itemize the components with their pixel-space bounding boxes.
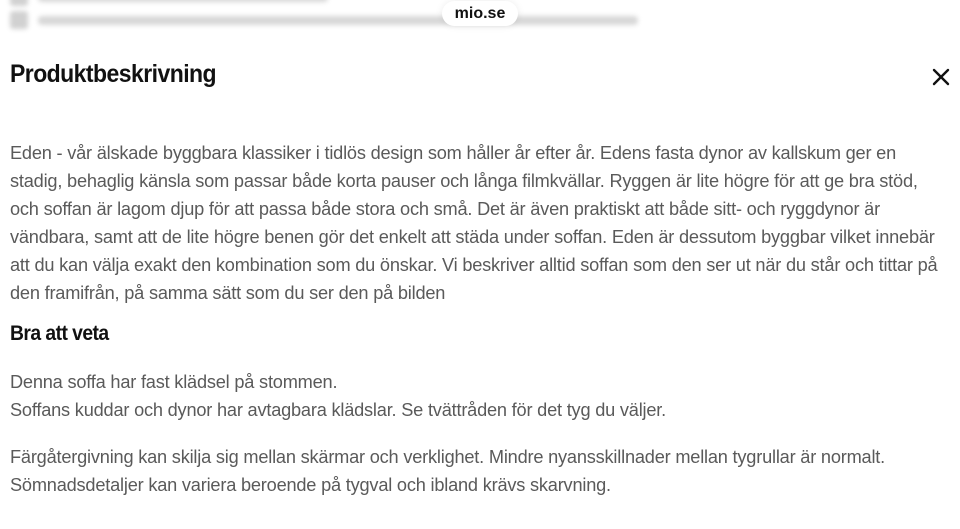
close-button[interactable] (926, 62, 956, 92)
upholstery-info (10, 368, 950, 424)
good-to-know-heading: Bra att veta (10, 322, 109, 345)
info-line: Färgåtergivning kan skilja sig mellan skärmar och verklighet. Mindre nyansskillnader mellan tygrullar är normalt. (10, 447, 886, 467)
background-content-line (10, 0, 328, 6)
info-line: Sömnadsdetaljer kan variera beroende på tygval och ibland krävs skarvning. (10, 475, 611, 496)
info-line: Denna soffa har fast klädsel på stommen. (10, 372, 338, 392)
modal-title: Produktbeskrivning (10, 60, 217, 88)
close-icon (926, 62, 956, 92)
address-bar-url[interactable]: mio.se (442, 1, 518, 26)
product-description-text: Eden - vår älskade byggbara klassiker i tidlös design som håller år efter år. Edens fasta dynor av kallskum ger en stadig, behaglig känsla som passar både korta pauser och långa filmkvällar. Ryggen är lite högre för att ge bra stöd, och soffan är lagom djup för att passa både stora och små. Det är även praktiskt att både sitt- och ryggdynor är vändbara, samt att de lite högre benen gör det enkelt att städa under soffan. Eden är dessutom byggbar vilket innebär att du kan välja exakt den kombination som du önskar. Vi beskriver alltid soffan som den ser ut när du står och tittar på den framifrån, på samma sätt som du ser den på bilden (10, 143, 938, 304)
color-info (10, 443, 950, 499)
info-line: Soffans kuddar och dynor har avtagbara klädslar. Se tvättråden för det tyg du väljer. (10, 400, 667, 421)
background-content-line (10, 11, 638, 29)
